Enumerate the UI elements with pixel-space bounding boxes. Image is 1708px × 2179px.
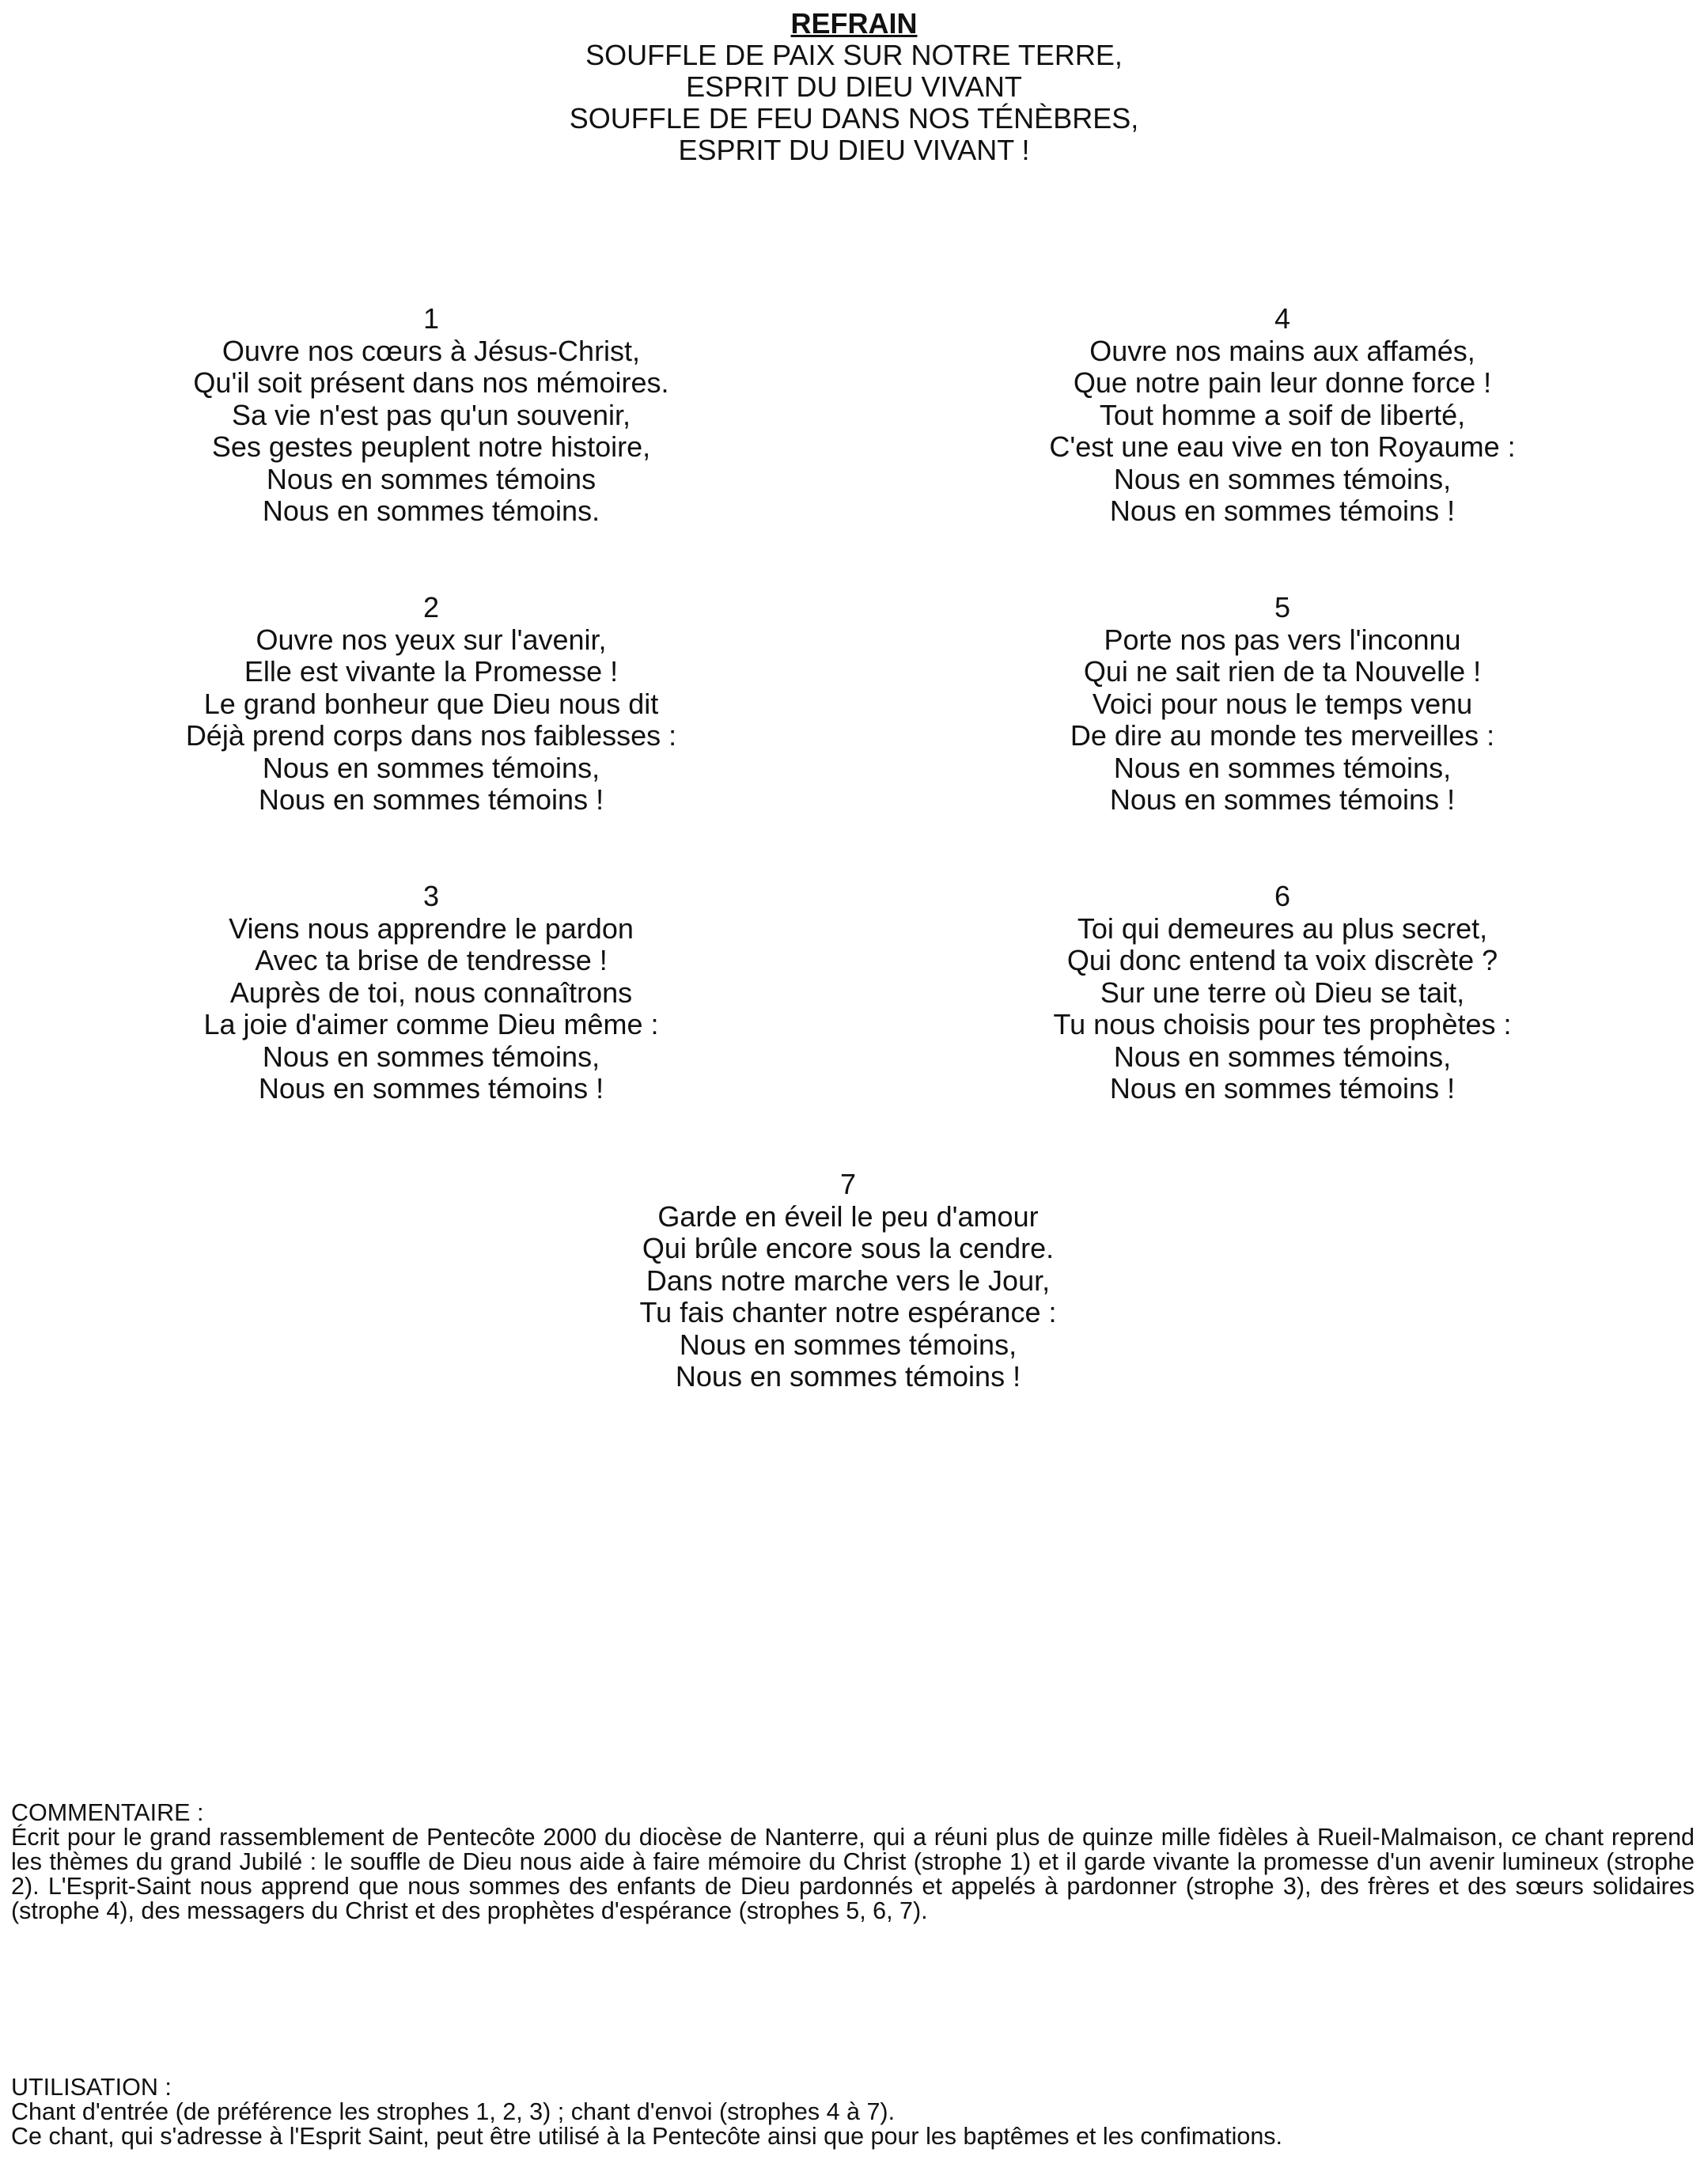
stanza-number: 7 bbox=[839, 1168, 857, 1200]
stanza-line: Nous en sommes témoins ! bbox=[1109, 783, 1456, 816]
stanza-number: 3 bbox=[422, 880, 440, 912]
stanza-line: Viens nous apprendre le pardon bbox=[229, 911, 634, 945]
stanza-line: Toi qui demeures au plus secret, bbox=[1077, 911, 1488, 945]
stanza-line: Voici pour nous le temps venu bbox=[1092, 687, 1473, 720]
stanza-line: Qui brûle encore sous la cendre. bbox=[642, 1232, 1055, 1264]
stanza-line: Ses gestes peuplent notre histoire, bbox=[211, 430, 651, 463]
stanza-line: Auprès de toi, nous connaîtrons bbox=[229, 976, 633, 1009]
stanza-line: Nous en sommes témoins, bbox=[679, 1328, 1017, 1361]
stanza-line: Avec ta brise de tendresse ! bbox=[255, 944, 608, 976]
refrain-line: ESPRIT DU DIEU VIVANT ! bbox=[678, 134, 1030, 166]
stanza-2 bbox=[36, 592, 827, 817]
refrain-line: SOUFFLE DE FEU DANS NOS TÉNÈBRES, bbox=[569, 102, 1139, 135]
stanza-line: Dans notre marche vers le Jour, bbox=[646, 1264, 1051, 1297]
stanza-line: Qu'il soit présent dans nos mémoires. bbox=[193, 366, 669, 399]
stanza-line: Sur une terre où Dieu se tait, bbox=[1100, 976, 1465, 1009]
refrain-line: ESPRIT DU DIEU VIVANT bbox=[686, 70, 1022, 103]
stanza-line: Nous en sommes témoins, bbox=[262, 1040, 600, 1073]
utilisation-line: Ce chant, qui s'adresse à l'Esprit Saint, peut être utilisé à la Pentecôte ainsi que pour les baptêmes et les confimations. bbox=[11, 2123, 1283, 2150]
stanza-number: 5 bbox=[1274, 591, 1291, 623]
stanza-line: Nous en sommes témoins, bbox=[262, 751, 600, 784]
stanza-line: Qui donc entend ta voix discrète ? bbox=[1066, 944, 1498, 976]
stanza-line: Qui ne sait rien de ta Nouvelle ! bbox=[1083, 655, 1482, 688]
stanza-1 bbox=[36, 303, 827, 528]
utilisation-heading: UTILISATION : bbox=[11, 2074, 172, 2101]
stanza-line: Tu fais chanter notre espérance : bbox=[639, 1296, 1057, 1328]
stanza-line: Nous en sommes témoins, bbox=[1113, 1040, 1452, 1073]
refrain-title: REFRAIN bbox=[790, 7, 918, 40]
stanza-number: 2 bbox=[422, 591, 440, 623]
stanza-line: Garde en éveil le peu d'amour bbox=[657, 1199, 1039, 1233]
stanza-number: 6 bbox=[1274, 880, 1291, 912]
commentaire-heading: COMMENTAIRE : bbox=[11, 1799, 204, 1826]
stanza-line: C'est une eau vive en ton Royaume : bbox=[1049, 430, 1516, 463]
stanza-4 bbox=[887, 303, 1678, 528]
stanza-line: Ouvre nos mains aux affamés, bbox=[1089, 334, 1475, 367]
stanza-line: Nous en sommes témoins ! bbox=[1109, 495, 1456, 527]
stanza-line: La joie d'aimer comme Dieu même : bbox=[203, 1008, 659, 1040]
commentaire-text: Écrit pour le grand rassemblement de Pentecôte 2000 du diocèse de Nanterre, qui a réuni plus de quinze mille fidèles à Rueil-Malmaison, ce chant reprend les thèmes du grand Jubilé : le souffle de Dieu nous aide à faire mémoire du Christ (strophe 1) et il garde vivante la promesse d'un avenir lumineux (strophe 2). L'Esprit-Saint nous apprend que nous sommes des enfants de Dieu pardonnés et appelés à pardonner (strophe 3), des frères et des sœurs solidaires (strophe 4), des messagers du Christ et des prophètes d'espérance (strophes 5, 6, 7). bbox=[11, 1824, 1695, 1924]
stanza-line: Sa vie n'est pas qu'un souvenir, bbox=[231, 398, 631, 431]
stanza-line: De dire au monde tes merveilles : bbox=[1070, 719, 1495, 752]
stanza-number: 4 bbox=[1274, 302, 1291, 335]
stanza-line: Le grand bonheur que Dieu nous dit bbox=[203, 687, 659, 720]
stanza-line: Elle est vivante la Promesse ! bbox=[244, 655, 619, 688]
stanza-line: Ouvre nos cœurs à Jésus-Christ, bbox=[222, 334, 641, 367]
utilisation-section bbox=[11, 2075, 1695, 2149]
stanza-line: Nous en sommes témoins, bbox=[1113, 751, 1452, 784]
stanza-line: Nous en sommes témoins ! bbox=[1109, 1072, 1456, 1105]
stanza-line: Tout homme a soif de liberté, bbox=[1099, 398, 1466, 431]
refrain-line: SOUFFLE DE PAIX SUR NOTRE TERRE, bbox=[585, 39, 1123, 71]
refrain bbox=[0, 8, 1708, 166]
stanza-3 bbox=[36, 881, 827, 1105]
stanza-line: Nous en sommes témoins ! bbox=[675, 1360, 1021, 1393]
stanza-5 bbox=[887, 592, 1678, 817]
stanza-line: Tu nous choisis pour tes prophètes : bbox=[1053, 1008, 1512, 1040]
stanza-line: Porte nos pas vers l'inconnu bbox=[1104, 623, 1461, 656]
commentaire-section bbox=[11, 1801, 1695, 1923]
utilisation-line: Chant d'entrée (de préférence les strophes 1, 2, 3) ; chant d'envoi (strophes 4 à 7). bbox=[11, 2098, 896, 2125]
stanza-line: Déjà prend corps dans nos faiblesses : bbox=[185, 719, 677, 752]
stanza-line: Ouvre nos yeux sur l'avenir, bbox=[256, 623, 607, 656]
stanza-line: Nous en sommes témoins ! bbox=[258, 1072, 604, 1105]
stanza-line: Nous en sommes témoins. bbox=[262, 495, 600, 527]
stanza-7 bbox=[453, 1169, 1244, 1393]
stanza-line: Nous en sommes témoins bbox=[266, 462, 596, 495]
stanza-number: 1 bbox=[422, 302, 440, 335]
stanza-6 bbox=[887, 881, 1678, 1105]
stanza-line: Nous en sommes témoins, bbox=[1113, 462, 1452, 495]
stanza-line: Que notre pain leur donne force ! bbox=[1073, 366, 1492, 399]
stanza-line: Nous en sommes témoins ! bbox=[258, 783, 604, 816]
